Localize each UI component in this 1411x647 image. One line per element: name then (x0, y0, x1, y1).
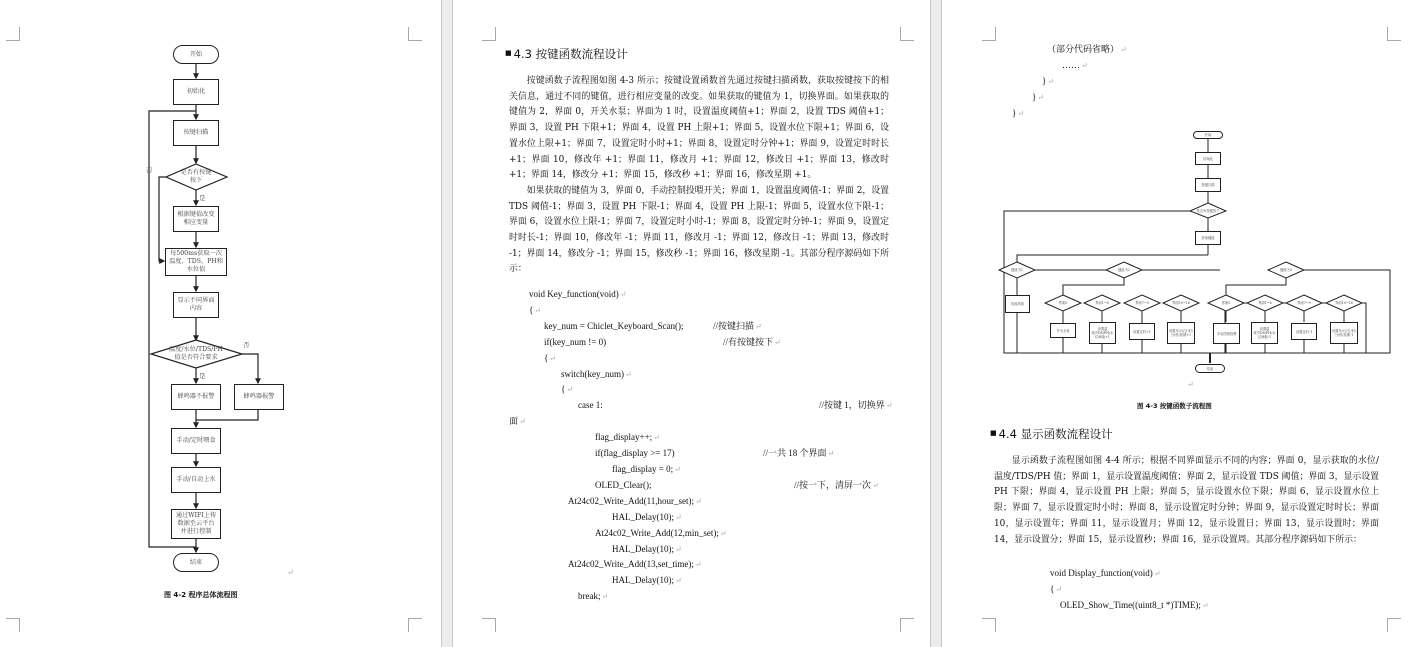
code-listing (942, 566, 1402, 614)
flow-node-scan: 按键扫描 (173, 120, 219, 146)
flow-node-end: 结束 (1195, 364, 1225, 373)
code-text: if(key_num != 0) (544, 336, 607, 347)
flow-node-start: 开始 (1193, 131, 1223, 139)
code-text: At24c02_Write_Add(11,hour_set); (568, 495, 695, 506)
code-text: switch(key_num) (561, 368, 624, 379)
code-comment: //按键扫描↵ (713, 320, 762, 331)
flow-node-feed: 手动/定时喂食 (171, 428, 221, 454)
code-line (509, 462, 889, 478)
flow-decision-ui10-16: 界面10~16 (1172, 301, 1190, 305)
paragraph-mark: ↵ (1017, 108, 1025, 118)
code-line (942, 598, 1402, 614)
page-right (942, 0, 1411, 647)
code-text: { (544, 352, 549, 363)
page-left (0, 0, 441, 647)
code-text: case 1: (578, 400, 603, 411)
code-text: void Display_function(void) (1050, 568, 1153, 578)
flow-decision-key2: 键值为2 (1118, 268, 1130, 272)
code-line (509, 335, 889, 351)
paragraph-mark: ↵ (619, 290, 627, 299)
code-line (942, 566, 1402, 582)
figure-caption: 图 4-3 按键函数子流程图 (1137, 402, 1212, 410)
code-text: At24c02_Write_Add(12,min_set); (595, 527, 719, 538)
code-line (509, 382, 889, 398)
page-gutter (441, 0, 453, 647)
flow-decision-check-values (0, 0, 441, 647)
paragraph-mark: ↵ (534, 305, 542, 315)
crop-mark (982, 618, 996, 632)
flow-node-init: 初始化 (173, 79, 219, 105)
flow-decision-key3: 键值为3 (1280, 268, 1292, 272)
section-heading (990, 426, 1113, 442)
flow-node-set-timer-plus: 设置定时+1 (1129, 323, 1155, 340)
flow-decision-ui0: 界面0 (1221, 301, 1231, 305)
flow-node-pump: 开关水泵 (1050, 323, 1076, 338)
figure-caption: 图 4-2 程序总体流程图 (164, 591, 238, 599)
code-text: } (1042, 75, 1047, 86)
flow-decision-key-pressed: 是否有按键按下 (1196, 209, 1220, 213)
code-line (509, 510, 889, 526)
code-text: } (1012, 107, 1017, 118)
flow-node-end: 结束 (173, 553, 219, 572)
code-line (509, 494, 889, 510)
code-text: OLED_Clear(); (595, 479, 652, 490)
paragraph: 显示函数子流程图如图 4-4 所示；根据不同界面显示不同的内容；界面 0，显示获取的水位/温度/TDS/PH 值；界面 1，显示设置温度阈值；界面 2，显示设置 TDS 阈值；界面 3，显示设置 PH 下限；界面 4，显示设置 PH 上限；界面 5，显示设置水位下限；界面 6，显示设置水位上限；界面 7，显示设置定时小时；界面 8，显示设置定时分钟；界面 9，显示设置定时时长；界面 10，显示设置年；界面 11，显示设置月；界面 12，显示设置日；界面 13，显示设置时；界面 14，显示设置分；界面 15，显示设置秒；界面 16，显示设置周。其部分程序源码如下所示： (994, 456, 1379, 545)
page-gutter (930, 0, 942, 647)
flow-node-set-threshold-plus: 设置温度/TDS/PH/水位阈值+1 (1089, 322, 1116, 344)
code-comment: //按一下，清屏一次↵ (794, 479, 879, 490)
paragraph-mark: ↵ (885, 401, 893, 411)
code-listing (509, 287, 893, 605)
paragraph-mark: ↵ (566, 385, 574, 395)
code-line (509, 478, 889, 494)
flow-node-set-timer-minus: 设置定时-1 (1291, 323, 1317, 340)
flow-node-scan: 按键扫描 (1195, 178, 1221, 192)
flow-node-feed: 手动控制投喂 (1213, 323, 1240, 344)
body-text (994, 454, 1379, 548)
paragraph-mark: ↵ (1187, 380, 1194, 389)
code-line (509, 367, 889, 383)
code-text: 面 (509, 416, 519, 427)
flow-node-water: 手动/自动上水 (171, 467, 221, 493)
paragraph-mark: ↵ (695, 496, 702, 506)
code-text: if(flag_display >= 17) (595, 448, 675, 459)
paragraph-mark: ↵ (755, 321, 762, 331)
flow-node-wifi: 通过WIFI上传数据至云平台并进行控制 (171, 509, 221, 539)
page-middle (453, 0, 930, 647)
heading-bullet: ■ (990, 429, 997, 437)
heading-bullet: ■ (505, 49, 512, 57)
flow-node-switch-ui: 切换界面 (1005, 295, 1030, 313)
code-line (942, 582, 1402, 598)
section-heading-text: 4.3 按键函数流程设计 (513, 47, 628, 61)
paragraph-mark: ↵ (1047, 76, 1055, 86)
paragraph-mark: ↵ (601, 592, 609, 602)
flow-decision-ui1-6: 界面1~6 (1095, 301, 1109, 305)
paragraph-mark: ↵ (653, 433, 660, 443)
paragraph: 按键函数子流程图如图 4-3 所示；按键设置函数首先通过按键扫描函数，获取按键按下的相关信息，通过不同的键值，进行相应变量的改变。如果获取的键值为 1，切换界面。如果获取的键值为 2，界面 0，开关水泵；界面为 1 时，设置温度阈值+1；界面 2，设置 TDS 阈值+1；界面 3，设置 PH 下限+1；界面 4，设置 PH 上限+1；界面 5，设置水位下限+1；界面 6，设置水位上限+1；界面 7，设置定时小时+1；界面 8，设置定时分钟+1；界面 9，设置定时时长+1；界面 10，修改年 +1；界面 11，修改月 +1；界面 12，修改日 +1；界面 13，修改时 +1；界面 14，修改分 +1；界面 15，修改秒 +1；界面 16，修改星期 +1。 (509, 76, 889, 181)
body-text (509, 74, 889, 278)
code-line (509, 573, 889, 589)
flow-decision-check-values-label: 温度/水位/TDS/PH值是否符合要求 (169, 346, 223, 361)
code-line (509, 557, 889, 573)
flow-node-init: 初始化 (1195, 152, 1221, 165)
paragraph-mark: ↵ (1201, 600, 1209, 610)
crop-mark (900, 618, 914, 632)
flow-label-yes: 是 (199, 372, 206, 380)
paragraph-mark: ↵ (827, 449, 835, 459)
flow-label-no: 否 (243, 341, 250, 349)
code-text: （部分代码省略） (1047, 44, 1120, 54)
flow-decision-ui10-16: 界面10~16 (1335, 301, 1353, 305)
code-text: …… (1062, 59, 1080, 70)
paragraph: 如果获取的键值为 3，界面 0，手动控制投喂开关；界面 1，设置温度阈值-1；界面 2，设置 TDS 阈值-1；界面 3，设置 PH 下限-1；界面 4，设置 PH 上限-1；界面 5，设置水位下限-1；界面 6，设置水位上限-1；界面 7，设置定时小时-1；界面 8，设置定时分钟-1；界面 9，设置定时时长-1；界面 10，修改年 -1；界面 11，修改月 -1；界面 12，修改日 -1；界面 13，修改时 -1；界面 14，修改分 -1；界面 15，修改秒 -1；界面 16，修改星期 -1。其部分程序源码如下所示： (509, 185, 889, 275)
flow-label-yes: 是 (199, 194, 206, 202)
code-line (509, 414, 889, 430)
code-line (509, 446, 889, 462)
paragraph-mark: ↵ (1120, 45, 1127, 54)
flow-node-read-sensors: 每500ms获取一次温度、TDS、PH和水位值 (165, 248, 227, 276)
code-line (509, 303, 889, 319)
section-heading-text: 4.4 显示函数流程设计 (998, 427, 1113, 441)
paragraph-mark: ↵ (719, 528, 727, 538)
flow-decision-ui7-9: 界面7~9 (1297, 301, 1311, 305)
crop-mark (1387, 618, 1401, 632)
paragraph-mark: ↵ (694, 560, 702, 570)
code-line (509, 287, 889, 303)
code-text: break; (578, 591, 601, 602)
flow-node-start: 开始 (173, 45, 219, 64)
code-line (509, 398, 893, 414)
code-text: HAL_Delay(10); (612, 511, 674, 522)
paragraph-mark: ↵ (1081, 60, 1088, 70)
crop-mark (482, 618, 496, 632)
flow-decision-key-pressed-label: 是否有按键按下 (180, 169, 212, 184)
flow-decision-ui0: 界面0 (1058, 301, 1068, 305)
paragraph-mark: ↵ (1153, 569, 1161, 578)
paragraph-mark: ↵ (774, 337, 781, 347)
paragraph-mark: ↵ (674, 512, 682, 522)
code-text: flag_display = 0; (612, 463, 674, 474)
paragraph-mark: ↵ (674, 544, 682, 554)
code-text: OLED_Show_Time((uint8_t *)TIME); (1060, 599, 1201, 610)
paragraph-mark: ↵ (872, 480, 879, 490)
program-flowchart (0, 0, 441, 647)
flow-label-no: 否 (146, 166, 153, 174)
code-text: flag_display++; (595, 432, 653, 443)
code-text: } (1032, 91, 1037, 102)
code-text: key_num = Chiclet_Keyboard_Scan(); (544, 320, 684, 331)
code-text: { (561, 384, 566, 395)
paragraph-mark: ↵ (519, 417, 526, 427)
flow-node-get-key: 获取键值 (1195, 231, 1221, 245)
code-text: void Key_function(void) (529, 289, 619, 299)
paragraph-mark: ↵ (287, 568, 294, 577)
code-line (509, 542, 889, 558)
flow-node-set-clock-minus: 设置年/月/日/时/分/秒/星期-1 (1330, 322, 1358, 344)
flow-node-show-ui: 显示不同界面内容 (173, 292, 219, 318)
paragraph-mark: ↵ (625, 369, 632, 379)
flow-decision-ui7-9: 界面7~9 (1135, 301, 1149, 305)
code-text: { (1050, 583, 1055, 594)
flow-node-set-threshold-minus: 设置温度/TDS/PH/水位阈值-1 (1251, 322, 1278, 344)
code-text: { (529, 304, 534, 315)
paragraph-mark: ↵ (1055, 584, 1063, 594)
code-line (509, 319, 889, 335)
paragraph-mark: ↵ (674, 576, 682, 586)
flow-node-no-alarm: 蜂鸣器不报警 (171, 384, 221, 410)
flow-decision-ui1-6: 界面1~6 (1258, 301, 1272, 305)
key-function-flowchart (942, 0, 1411, 410)
crop-mark (900, 27, 914, 41)
flow-node-set-clock-plus: 设置年/月/日/时/分/秒/星期+1 (1167, 322, 1195, 344)
code-line (509, 430, 889, 446)
code-line (509, 526, 889, 542)
paragraph-mark: ↵ (1037, 92, 1045, 102)
paragraph-mark: ↵ (674, 464, 681, 474)
section-heading (505, 46, 628, 62)
code-text: HAL_Delay(10); (612, 575, 674, 586)
crop-mark (482, 27, 496, 41)
code-text: HAL_Delay(10); (612, 543, 674, 554)
code-line (509, 351, 889, 367)
code-comment: //按键 1，切换界↵ (819, 400, 893, 411)
code-text: At24c02_Write_Add(13,set_time); (568, 559, 694, 570)
flow-node-alarm: 蜂鸣器报警 (234, 384, 284, 410)
flow-decision-key1: 键值为1 (1011, 268, 1023, 272)
code-comment: //有按键按下↵ (723, 336, 781, 347)
paragraph-mark: ↵ (549, 353, 557, 363)
code-comment: //一共 18 个界面↵ (763, 448, 835, 459)
flow-node-change-var: 根据键值改变相应变量 (173, 206, 219, 232)
code-line (509, 589, 889, 605)
